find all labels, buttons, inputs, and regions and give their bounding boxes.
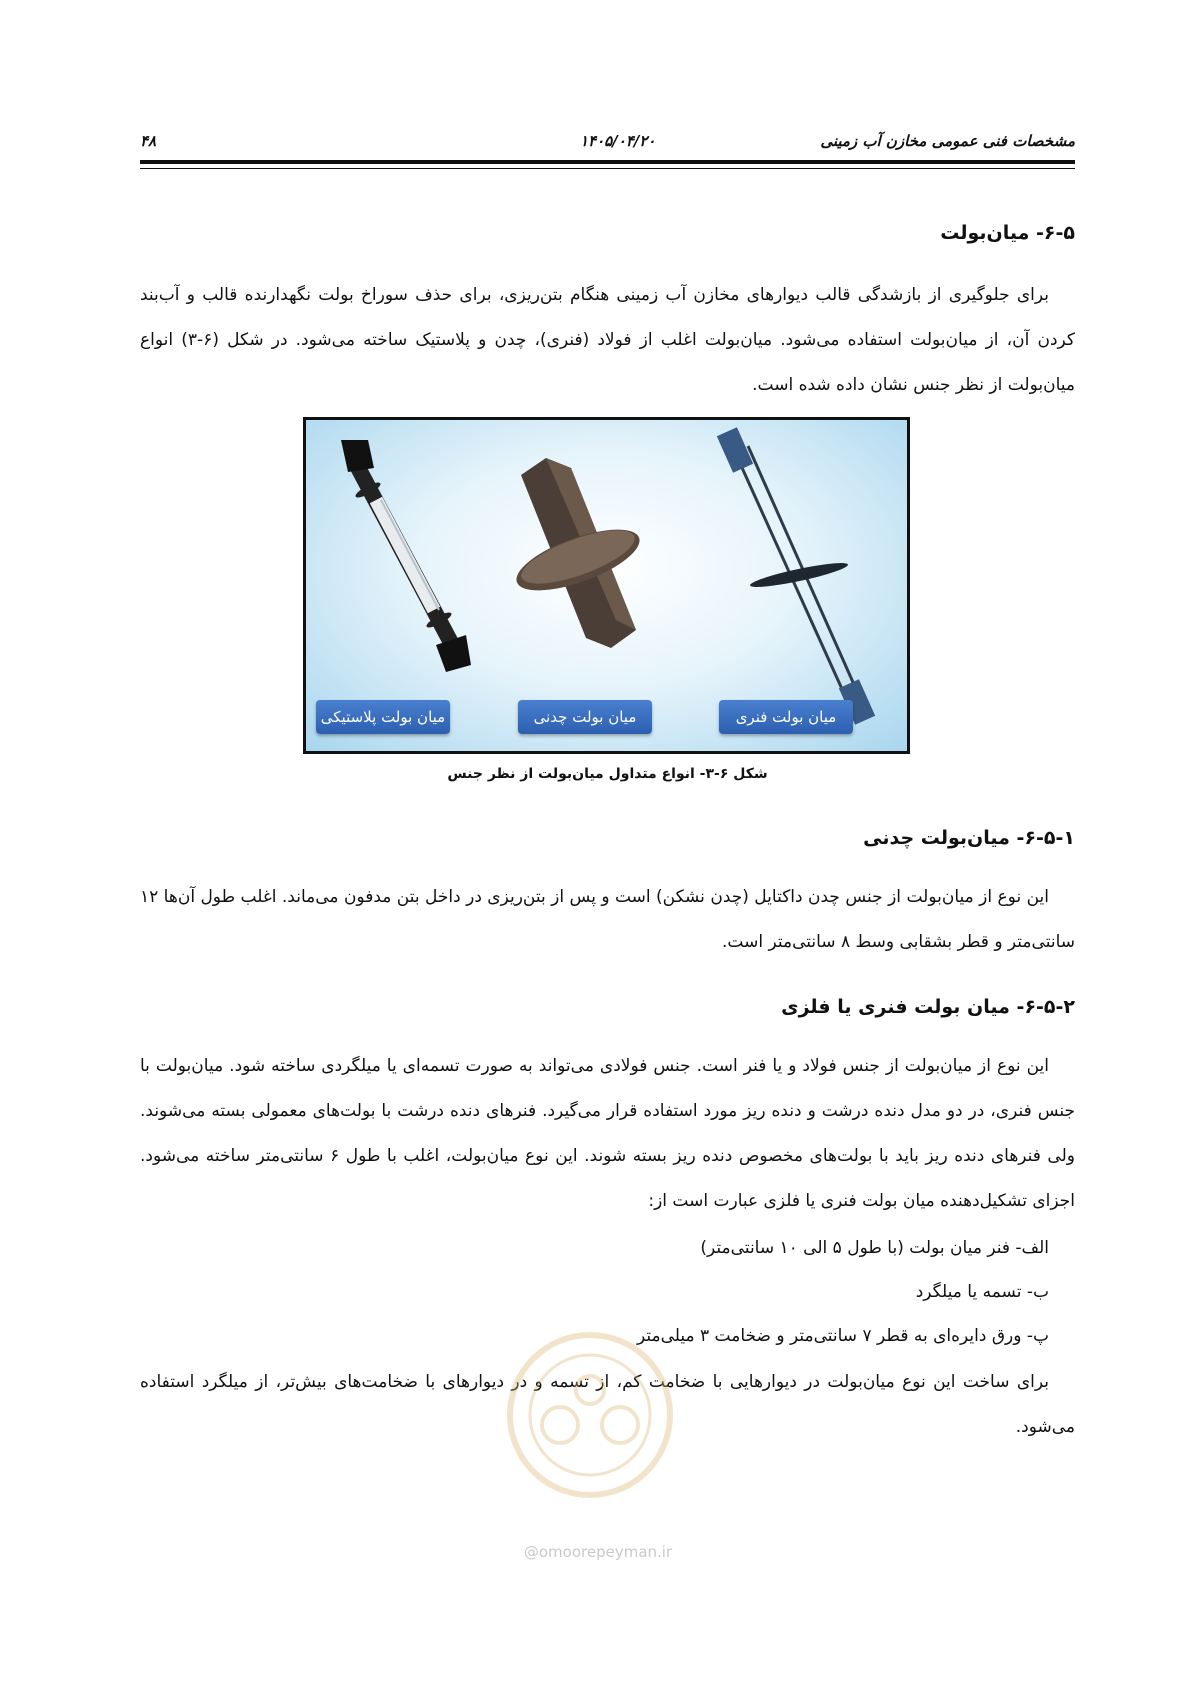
watermark-seal-icon — [490, 1325, 690, 1505]
label-spring-bolt: میان بولت فنری — [719, 700, 853, 734]
label-plastic-bolt: میان بولت پلاستیکی — [316, 700, 450, 734]
page-number: ۴۸ — [140, 132, 157, 150]
list-item: ب- تسمه یا میلگرد — [915, 1282, 1049, 1302]
header-title: مشخصات فنی عمومی مخازن آب زمینی — [820, 132, 1075, 150]
subsection-2-paragraph: این نوع از میان‌بولت از جنس فولاد و یا فنر است. جنس فولادی می‌تواند به صورت تسمه‌ای یا میلگردی ساخته شود. میان‌بولت با جنس فنری، در دو مدل دنده درشت و دنده ریز مورد استفاده قرار می‌گیرد. فنرهای دنده درشت با بولت‌های معمولی بسته می‌شوند. ولی فنرهای دنده ریز باید با بولت‌های مخصوص دنده ریز بسته شوند. این نوع میان‌بولت، اغلب با طول ۶ سانتی‌متر ساخته می‌شود. اجزای تشکیل‌دهنده میان بولت فنری یا فلزی عبارت است از: — [140, 1056, 1075, 1211]
subsection-1-heading: ۶-۵-۱- میان‌بولت چدنی — [863, 827, 1075, 849]
header-rule-thick — [140, 160, 1075, 164]
intro-paragraph: برای جلوگیری از بازشدگی قالب دیوارهای مخازن آب زمینی هنگام بتن‌ریزی، برای حذف سوراخ بولت نگهدارنده قالب و آب‌بند کردن آن، از میان‌بولت استفاده می‌شود. میان‌بولت اغلب از فولاد (فنری)، چدن و پلاستیک ساخته می‌شود. در شکل (۶-۳) انواع میان‌بولت از نظر جنس نشان داده شده است. — [140, 285, 1076, 395]
header-rule-thin — [140, 168, 1075, 169]
cast-iron-bolt-illustration — [509, 458, 646, 648]
figure-frame — [303, 417, 910, 754]
watermark-url: @omoorepeyman.ir — [523, 1543, 673, 1561]
figure-caption: شکل ۶-۳- انواع متداول میان‌بولت از نظر جنس — [447, 766, 768, 782]
plastic-bolt-illustration — [341, 440, 471, 672]
label-cast-iron-bolt: میان بولت چدنی — [518, 700, 652, 734]
header-date: ۱۴۰۵/۰۴/۲۰ — [580, 132, 656, 150]
subsection-2-heading: ۶-۵-۲- میان بولت فنری یا فلزی — [781, 996, 1075, 1018]
page-header — [140, 126, 1075, 156]
list-item: الف- فنر میان بولت (با طول ۵ الی ۱۰ سانتی‌متر) — [700, 1238, 1049, 1258]
section-intro — [140, 273, 1075, 408]
subsection-1-body — [140, 875, 1075, 965]
subsection-1-paragraph: این نوع از میان‌بولت از جنس چدن داکتایل (چدن نشکن) است و پس از بتن‌ریزی در داخل بتن مدفون می‌ماند. اغلب طول آن‌ها ۱۲ سانتی‌متر و قطر بشقابی وسط ۸ سانتی‌متر است. — [140, 887, 1075, 952]
section-heading: ۶-۵- میان‌بولت — [940, 222, 1075, 244]
subsection-2-body — [140, 1044, 1075, 1224]
list-item: پ- ورق دایره‌ای به قطر ۷ سانتی‌متر و ضخامت ۳ میلی‌متر — [636, 1326, 1049, 1346]
spring-bolt-illustration — [717, 427, 875, 724]
closing-paragraph: برای ساخت این نوع میان‌بولت در دیوارهایی با ضخامت کم، از تسمه و در دیوارهای با ضخامت‌های بیش‌تر، از میلگرد استفاده می‌شود. — [140, 1372, 1075, 1437]
